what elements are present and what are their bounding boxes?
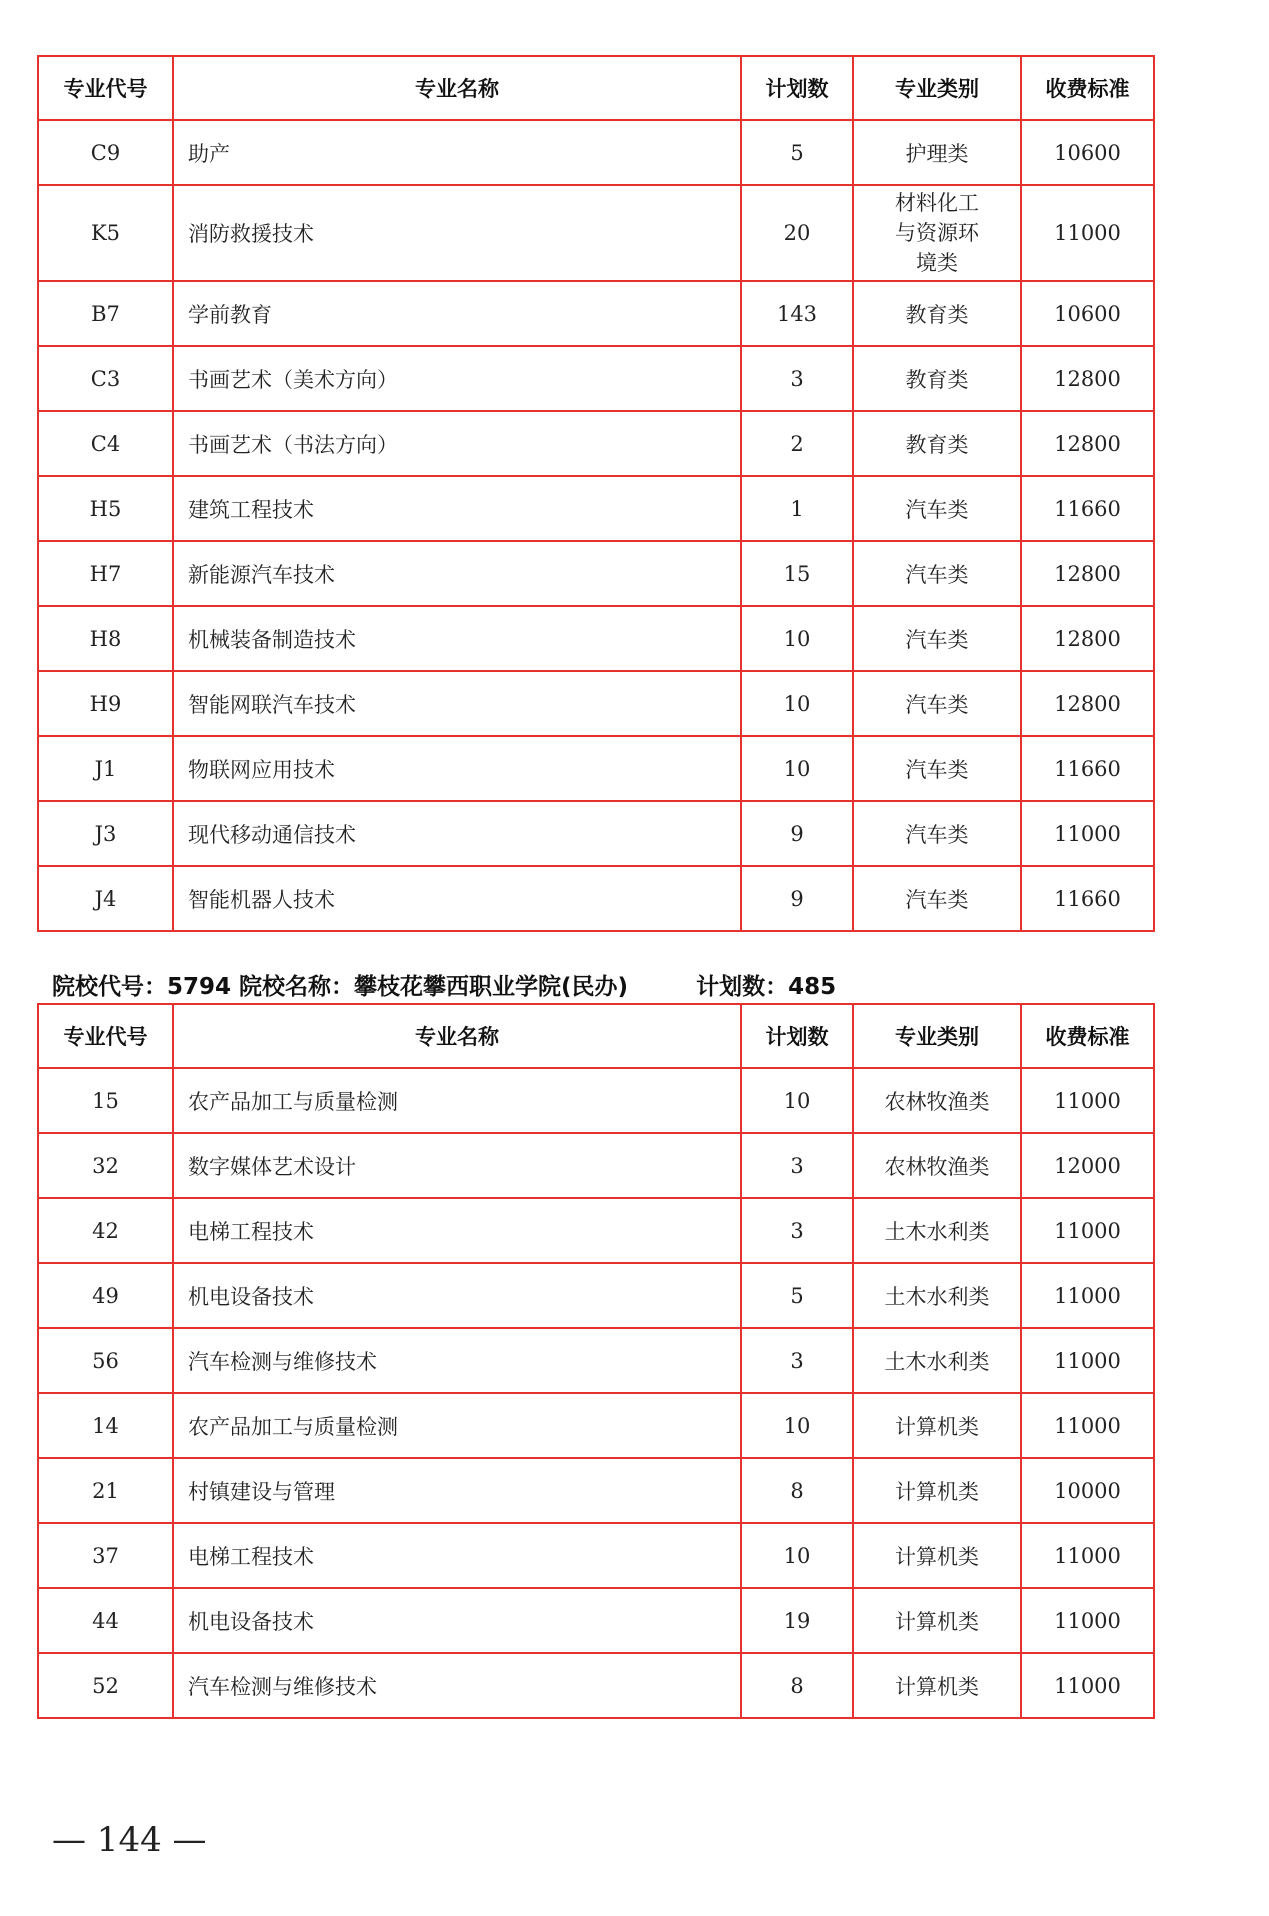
cell-code: J4	[38, 866, 173, 931]
cell-category: 汽车类	[853, 866, 1021, 931]
cell-name: 智能网联汽车技术	[173, 671, 741, 736]
cell-plan: 5	[741, 120, 853, 185]
cell-name: 汽车检测与维修技术	[173, 1328, 741, 1393]
table-row	[38, 801, 1154, 866]
cell-name: 学前教育	[173, 281, 741, 346]
cell-name: 助产	[173, 120, 741, 185]
cell-name: 机械装备制造技术	[173, 606, 741, 671]
cell-category: 计算机类	[853, 1588, 1021, 1653]
cell-category: 农林牧渔类	[853, 1133, 1021, 1198]
cell-category: 教育类	[853, 281, 1021, 346]
cell-category: 汽车类	[853, 606, 1021, 671]
school-plan: 485	[788, 974, 837, 1000]
cell-fee: 10600	[1021, 281, 1154, 346]
cell-code: 42	[38, 1198, 173, 1263]
cell-plan: 9	[741, 866, 853, 931]
table-row	[38, 736, 1154, 801]
cell-plan: 10	[741, 736, 853, 801]
cell-fee: 12800	[1021, 411, 1154, 476]
cell-fee: 11660	[1021, 866, 1154, 931]
header-category: 专业类别	[853, 56, 1021, 120]
cell-code: H7	[38, 541, 173, 606]
cell-code: C4	[38, 411, 173, 476]
header-fee: 收费标准	[1021, 56, 1154, 120]
cell-fee: 12000	[1021, 1133, 1154, 1198]
table-row	[38, 1653, 1154, 1718]
table-header-row	[38, 1004, 1154, 1068]
cell-plan: 10	[741, 606, 853, 671]
header-code: 专业代号	[38, 1004, 173, 1068]
cell-name: 村镇建设与管理	[173, 1458, 741, 1523]
cell-category: 汽车类	[853, 671, 1021, 736]
header-name: 专业名称	[173, 56, 741, 120]
table-row	[38, 185, 1154, 281]
cell-code: 21	[38, 1458, 173, 1523]
cell-plan: 10	[741, 1068, 853, 1133]
cell-category: 教育类	[853, 411, 1021, 476]
cell-plan: 19	[741, 1588, 853, 1653]
cell-category: 汽车类	[853, 476, 1021, 541]
table-row	[38, 1588, 1154, 1653]
cell-fee: 11000	[1021, 1328, 1154, 1393]
cell-fee: 11660	[1021, 736, 1154, 801]
cell-fee: 12800	[1021, 346, 1154, 411]
table-row	[38, 281, 1154, 346]
cell-code: C3	[38, 346, 173, 411]
school-code-label: 院校代号：	[52, 974, 167, 1000]
cell-fee: 11000	[1021, 801, 1154, 866]
cell-name: 现代移动通信技术	[173, 801, 741, 866]
cell-fee: 10000	[1021, 1458, 1154, 1523]
school-plan-label: 计划数：	[696, 974, 789, 1000]
cell-category: 计算机类	[853, 1393, 1021, 1458]
school-name-label: 院校名称：	[239, 974, 355, 1000]
cell-code: 15	[38, 1068, 173, 1133]
cell-code: 32	[38, 1133, 173, 1198]
cell-fee: 11000	[1021, 1263, 1154, 1328]
cell-code: H8	[38, 606, 173, 671]
table-row	[38, 476, 1154, 541]
cell-category: 汽车类	[853, 801, 1021, 866]
cell-plan: 10	[741, 671, 853, 736]
cell-name: 机电设备技术	[173, 1263, 741, 1328]
cell-category: 计算机类	[853, 1523, 1021, 1588]
cell-name: 书画艺术（书法方向）	[173, 411, 741, 476]
cell-plan: 3	[741, 346, 853, 411]
table-row	[38, 346, 1154, 411]
category-wrapped-text: 材料化工与资源环境类	[895, 191, 979, 275]
table-row	[38, 1393, 1154, 1458]
cell-plan: 10	[741, 1523, 853, 1588]
cell-name: 电梯工程技术	[173, 1198, 741, 1263]
table-row	[38, 1328, 1154, 1393]
cell-code: H9	[38, 671, 173, 736]
cell-fee: 10600	[1021, 120, 1154, 185]
table-row	[38, 1263, 1154, 1328]
cell-name: 机电设备技术	[173, 1588, 741, 1653]
table-row	[38, 1198, 1154, 1263]
cell-name: 智能机器人技术	[173, 866, 741, 931]
cell-category: 计算机类	[853, 1653, 1021, 1718]
cell-fee: 11000	[1021, 1068, 1154, 1133]
cell-code: 37	[38, 1523, 173, 1588]
cell-code: 14	[38, 1393, 173, 1458]
cell-fee: 11660	[1021, 476, 1154, 541]
page-number: — 144 —	[52, 1820, 207, 1860]
cell-category: 农林牧渔类	[853, 1068, 1021, 1133]
cell-plan: 143	[741, 281, 853, 346]
cell-fee: 12800	[1021, 606, 1154, 671]
cell-code: 49	[38, 1263, 173, 1328]
cell-plan: 15	[741, 541, 853, 606]
cell-fee: 11000	[1021, 1523, 1154, 1588]
cell-category: 土木水利类	[853, 1198, 1021, 1263]
cell-code: K5	[38, 185, 173, 281]
cell-code: J3	[38, 801, 173, 866]
table-row	[38, 411, 1154, 476]
table-row	[38, 541, 1154, 606]
cell-category: 汽车类	[853, 736, 1021, 801]
cell-name: 物联网应用技术	[173, 736, 741, 801]
cell-fee: 11000	[1021, 1653, 1154, 1718]
major-table-1	[37, 55, 1155, 932]
table-row	[38, 671, 1154, 736]
cell-code: 52	[38, 1653, 173, 1718]
table-row	[38, 1458, 1154, 1523]
cell-name: 建筑工程技术	[173, 476, 741, 541]
header-category: 专业类别	[853, 1004, 1021, 1068]
cell-plan: 1	[741, 476, 853, 541]
cell-name: 农产品加工与质量检测	[173, 1068, 741, 1133]
cell-fee: 12800	[1021, 671, 1154, 736]
school-name: 攀枝花攀西职业学院(民办)	[354, 974, 629, 1000]
cell-plan: 8	[741, 1458, 853, 1523]
table-row	[38, 1523, 1154, 1588]
header-plan: 计划数	[741, 1004, 853, 1068]
cell-name: 书画艺术（美术方向）	[173, 346, 741, 411]
cell-code: H5	[38, 476, 173, 541]
header-fee: 收费标准	[1021, 1004, 1154, 1068]
cell-code: B7	[38, 281, 173, 346]
table-row	[38, 606, 1154, 671]
header-code: 专业代号	[38, 56, 173, 120]
cell-fee: 11000	[1021, 1588, 1154, 1653]
cell-plan: 3	[741, 1133, 853, 1198]
cell-code: J1	[38, 736, 173, 801]
cell-category: 土木水利类	[853, 1263, 1021, 1328]
cell-category: 计算机类	[853, 1458, 1021, 1523]
table-row	[38, 866, 1154, 931]
table-row	[38, 120, 1154, 185]
cell-fee: 11000	[1021, 185, 1154, 281]
cell-plan: 9	[741, 801, 853, 866]
cell-name: 新能源汽车技术	[173, 541, 741, 606]
cell-code: 44	[38, 1588, 173, 1653]
table-row	[38, 1068, 1154, 1133]
table-row	[38, 1133, 1154, 1198]
cell-name: 汽车检测与维修技术	[173, 1653, 741, 1718]
school-code: 5794	[167, 974, 232, 1000]
cell-category: 汽车类	[853, 541, 1021, 606]
cell-category: 土木水利类	[853, 1328, 1021, 1393]
school-info-line	[52, 968, 836, 1001]
cell-name: 农产品加工与质量检测	[173, 1393, 741, 1458]
cell-plan: 3	[741, 1198, 853, 1263]
cell-category: 教育类	[853, 346, 1021, 411]
cell-code: C9	[38, 120, 173, 185]
cell-name: 数字媒体艺术设计	[173, 1133, 741, 1198]
cell-plan: 20	[741, 185, 853, 281]
cell-plan: 3	[741, 1328, 853, 1393]
cell-fee: 11000	[1021, 1198, 1154, 1263]
cell-fee: 12800	[1021, 541, 1154, 606]
header-name: 专业名称	[173, 1004, 741, 1068]
header-plan: 计划数	[741, 56, 853, 120]
cell-plan: 2	[741, 411, 853, 476]
cell-plan: 10	[741, 1393, 853, 1458]
cell-plan: 5	[741, 1263, 853, 1328]
cell-name: 消防救援技术	[173, 185, 741, 281]
cell-plan: 8	[741, 1653, 853, 1718]
cell-category	[853, 185, 1021, 281]
major-table-2	[37, 1003, 1155, 1719]
table-header-row	[38, 56, 1154, 120]
cell-fee: 11000	[1021, 1393, 1154, 1458]
cell-code: 56	[38, 1328, 173, 1393]
cell-name: 电梯工程技术	[173, 1523, 741, 1588]
cell-category: 护理类	[853, 120, 1021, 185]
